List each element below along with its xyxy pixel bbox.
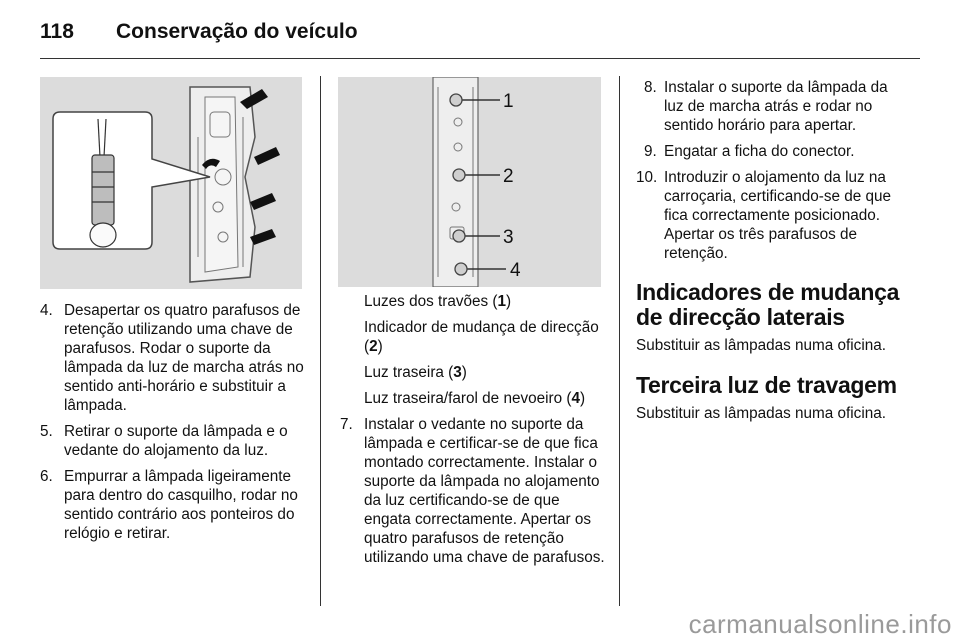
callout-4: 4 (510, 260, 521, 281)
callout-2: 2 (503, 166, 514, 187)
legend-item: Luz traseira/farol de nevoeiro (4) (364, 390, 586, 407)
column-2 (340, 292, 605, 574)
step-text: Introduzir o alojamento da luz na carroçaria, certificando-se de que fica correctamente posicionado. Apertar os três parafusos de retenção. (664, 169, 892, 262)
step-number: 5. (40, 423, 53, 440)
step-number: 7. (340, 416, 353, 433)
column-3 (636, 78, 906, 441)
step-text: Empurrar a lâmpada ligeiramente para dentro do casquilho, rodar no sentido contrário aos ponteiros do relógio e retirar. (64, 468, 298, 542)
list-item (40, 467, 305, 543)
list-item (40, 301, 305, 415)
lamp-assembly-illustration (40, 77, 302, 289)
step-list-col1 (40, 301, 305, 543)
step-list-col2 (340, 415, 605, 567)
list-item (636, 78, 906, 135)
step-text: Retirar o suporte da lâmpada e o vedante do alojamento da luz. (64, 423, 288, 459)
section-heading-side-indicators: Indicadores de mudança de direcção laterais (636, 279, 900, 330)
page-header (40, 18, 920, 48)
section-body-side-indicators: Substituir as lâmpadas numa oficina. (636, 337, 886, 354)
step-number: 10. (636, 169, 658, 186)
step-number: 4. (40, 302, 53, 319)
column-1 (40, 301, 305, 550)
section-body-third-brake-light: Substituir as lâmpadas numa oficina. (636, 405, 886, 422)
step-text: Instalar o suporte da lâmpada da luz de marcha atrás e rodar no sentido horário para apertar. (664, 79, 888, 134)
list-item (636, 168, 906, 263)
lamp-legend (340, 292, 605, 408)
list-item (340, 415, 605, 567)
legend-item: Indicador de mudança de direcção (2) (364, 319, 599, 355)
step-number: 9. (644, 143, 657, 160)
callout-3: 3 (503, 227, 514, 248)
step-number: 8. (644, 79, 657, 96)
legend-item: Luzes dos travões (1) (364, 293, 512, 310)
column-divider-1 (320, 76, 321, 606)
step-text: Desapertar os quatro parafusos de retenção utilizando uma chave de parafusos. Rodar o suporte da lâmpada da luz de marcha atrás no sentido anti-horário e substituir a lâmpada. (64, 302, 304, 414)
callout-1: 1 (503, 91, 514, 112)
column-divider-2 (619, 76, 620, 606)
step-text: Instalar o vedante no suporte da lâmpada e certificar-se de que fica montado correctamente. Instalar o suporte da lâmpada no alojamento da luz certificando-se de que engata correctamente. Apertar os quatro parafusos de retenção utilizando uma chave de parafusos. (364, 416, 605, 566)
watermark: carmanualsonline.info (688, 609, 952, 639)
list-item (40, 422, 305, 460)
page-title: Conservação do veículo (116, 20, 358, 43)
list-item (636, 142, 906, 161)
header-rule (40, 58, 920, 59)
step-text: Engatar a ficha do conector. (664, 143, 855, 160)
page-number: 118 (40, 20, 74, 43)
step-list-col3 (636, 78, 906, 263)
lamp-holder-illustration (338, 77, 601, 287)
figure-lamp-positions (338, 77, 601, 287)
step-number: 6. (40, 468, 53, 485)
figure-reversing-lamp (40, 77, 302, 289)
legend-item: Luz traseira (3) (364, 364, 467, 381)
section-heading-third-brake-light: Terceira luz de travagem (636, 372, 897, 398)
